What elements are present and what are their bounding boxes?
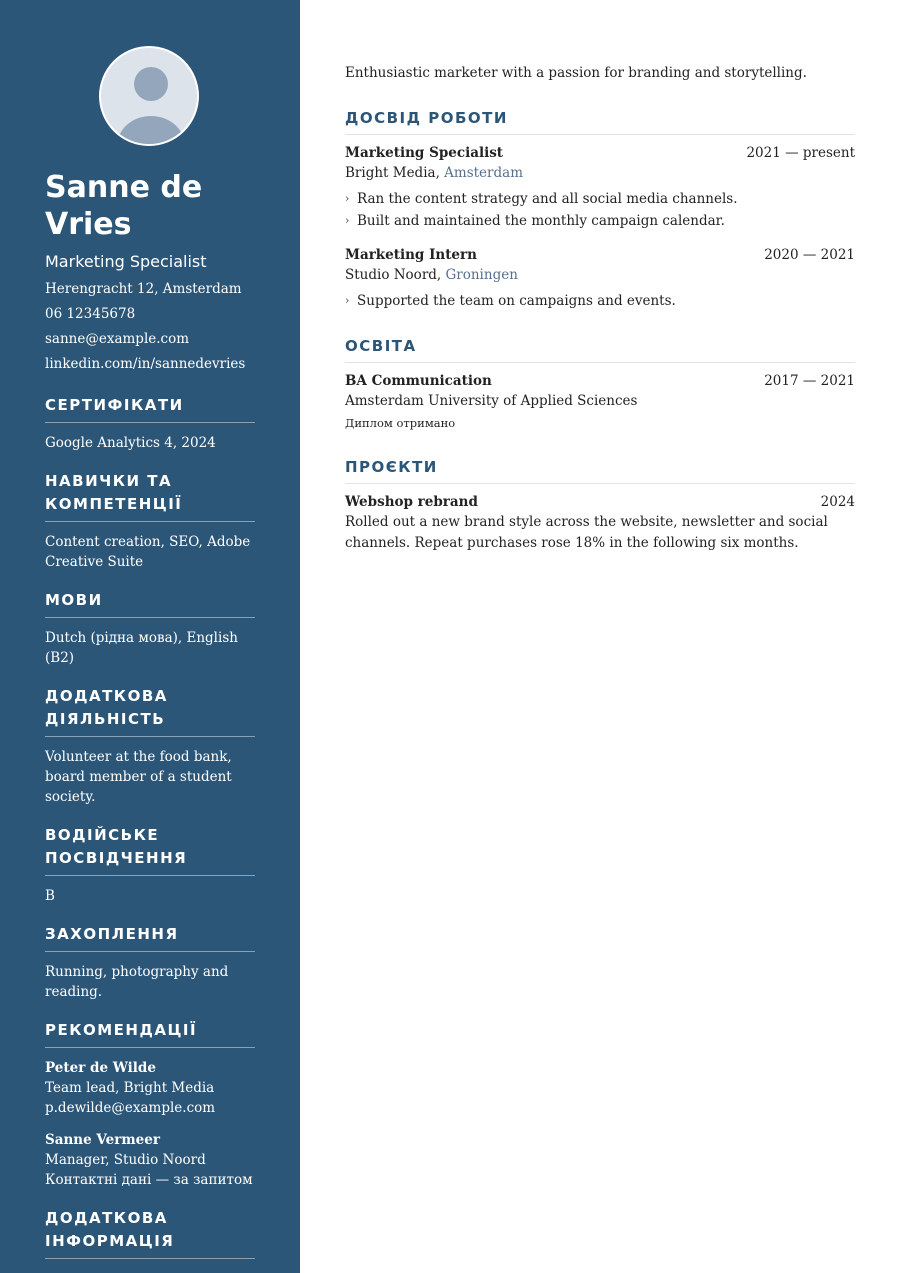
project-year: 2024 xyxy=(820,494,855,510)
project-title: Webshop rebrand xyxy=(345,494,478,510)
references-heading: РЕКОМЕНДАЦІЇ xyxy=(45,1019,255,1048)
skills-section xyxy=(45,470,255,572)
list-item: › Supported the team on campaigns and events. xyxy=(345,290,855,312)
license-text: B xyxy=(45,888,55,904)
job-dates: 2020 — 2021 xyxy=(764,247,855,263)
license-heading: ВОДІЙСЬКЕ ПОСВІДЧЕННЯ xyxy=(45,824,255,876)
activities-section xyxy=(45,685,255,807)
extra-section xyxy=(45,1207,255,1259)
license-section xyxy=(45,824,255,906)
reference-position: Manager, Studio Noord xyxy=(45,1152,206,1168)
job-bullets xyxy=(345,290,855,312)
job-title: Marketing Specialist xyxy=(345,145,504,161)
avatar-body xyxy=(117,116,185,146)
languages-text: Dutch (рідна мова), English (B2) xyxy=(45,630,238,666)
chevron-right-icon: › xyxy=(345,294,350,307)
languages-section xyxy=(45,589,255,668)
certificates-heading: СЕРТИФІКАТИ xyxy=(45,394,255,423)
projects-heading: ПРОЄКТИ xyxy=(345,456,855,484)
project-description: Rolled out a new brand style across the website, newsletter and social channels. Repeat purchases rose 18% in the following six months. xyxy=(345,514,828,551)
project-entry xyxy=(345,492,855,554)
reference-contact: p.dewilde@example.com xyxy=(45,1100,216,1116)
chevron-right-icon: › xyxy=(345,214,350,227)
chevron-right-icon: › xyxy=(345,192,350,205)
activities-text: Volunteer at the food bank, board member of a student society. xyxy=(45,749,232,805)
sidebar xyxy=(0,0,300,1273)
contact-email: sanne@example.com xyxy=(45,331,190,347)
job-bullets xyxy=(345,188,855,232)
job-dates: 2021 — present xyxy=(746,145,855,161)
certificates-section xyxy=(45,394,255,453)
reference-position: Team lead, Bright Media xyxy=(45,1080,215,1096)
projects-section xyxy=(345,456,855,554)
hobbies-text: Running, photography and reading. xyxy=(45,964,229,1000)
activities-heading: ДОДАТКОВА ДІЯЛЬНІСТЬ xyxy=(45,685,255,737)
experience-entry xyxy=(345,143,855,232)
contact-phone: 06 12345678 xyxy=(45,306,136,322)
reference-name: Peter de Wilde xyxy=(45,1060,156,1076)
skills-text: Content creation, SEO, Adobe Creative Suite xyxy=(45,534,251,570)
company-location: Groningen xyxy=(445,267,518,283)
experience-section xyxy=(345,107,855,312)
company-name: Studio Noord, xyxy=(345,267,442,283)
school-name: Amsterdam University of Applied Sciences xyxy=(345,393,638,409)
education-entry xyxy=(345,371,855,433)
skills-heading: НАВИЧКИ ТА КОМПЕТЕНЦІЇ xyxy=(45,470,255,522)
contact-block xyxy=(45,277,255,377)
contact-linkedin: linkedin.com/in/sannedevries xyxy=(45,356,246,372)
education-note: Диплом отримано xyxy=(345,416,456,430)
degree-title: BA Communication xyxy=(345,373,492,389)
education-heading: ОСВІТА xyxy=(345,335,855,363)
profile-role: Marketing Specialist xyxy=(45,252,207,271)
job-title: Marketing Intern xyxy=(345,247,477,263)
hobbies-heading: ЗАХОПЛЕННЯ xyxy=(45,923,255,952)
reference-contact: Контактні дані — за запитом xyxy=(45,1172,253,1188)
avatar xyxy=(99,46,199,146)
company-name: Bright Media, xyxy=(345,165,440,181)
experience-heading: ДОСВІД РОБОТИ xyxy=(345,107,855,135)
experience-entry xyxy=(345,245,855,312)
summary: Enthusiastic marketer with a passion for branding and storytelling. xyxy=(345,65,807,81)
education-section xyxy=(345,335,855,433)
profile-name: Sanne de Vries xyxy=(45,170,203,242)
avatar-head xyxy=(134,67,168,101)
company-location: Amsterdam xyxy=(444,165,523,181)
reference-item xyxy=(45,1130,255,1190)
sidebar-content xyxy=(45,169,255,1269)
languages-heading: МОВИ xyxy=(45,589,255,618)
certificates-text: Google Analytics 4, 2024 xyxy=(45,435,216,451)
education-dates: 2017 — 2021 xyxy=(764,373,855,389)
contact-address: Herengracht 12, Amsterdam xyxy=(45,281,242,297)
reference-item xyxy=(45,1058,255,1118)
reference-name: Sanne Vermeer xyxy=(45,1132,160,1148)
extra-heading: ДОДАТКОВА ІНФОРМАЦІЯ xyxy=(45,1207,255,1259)
references-section xyxy=(45,1019,255,1190)
main-content xyxy=(345,62,855,567)
list-item: › Built and maintained the monthly campaign calendar. xyxy=(345,210,855,232)
list-item: › Ran the content strategy and all social media channels. xyxy=(345,188,855,210)
hobbies-section xyxy=(45,923,255,1002)
